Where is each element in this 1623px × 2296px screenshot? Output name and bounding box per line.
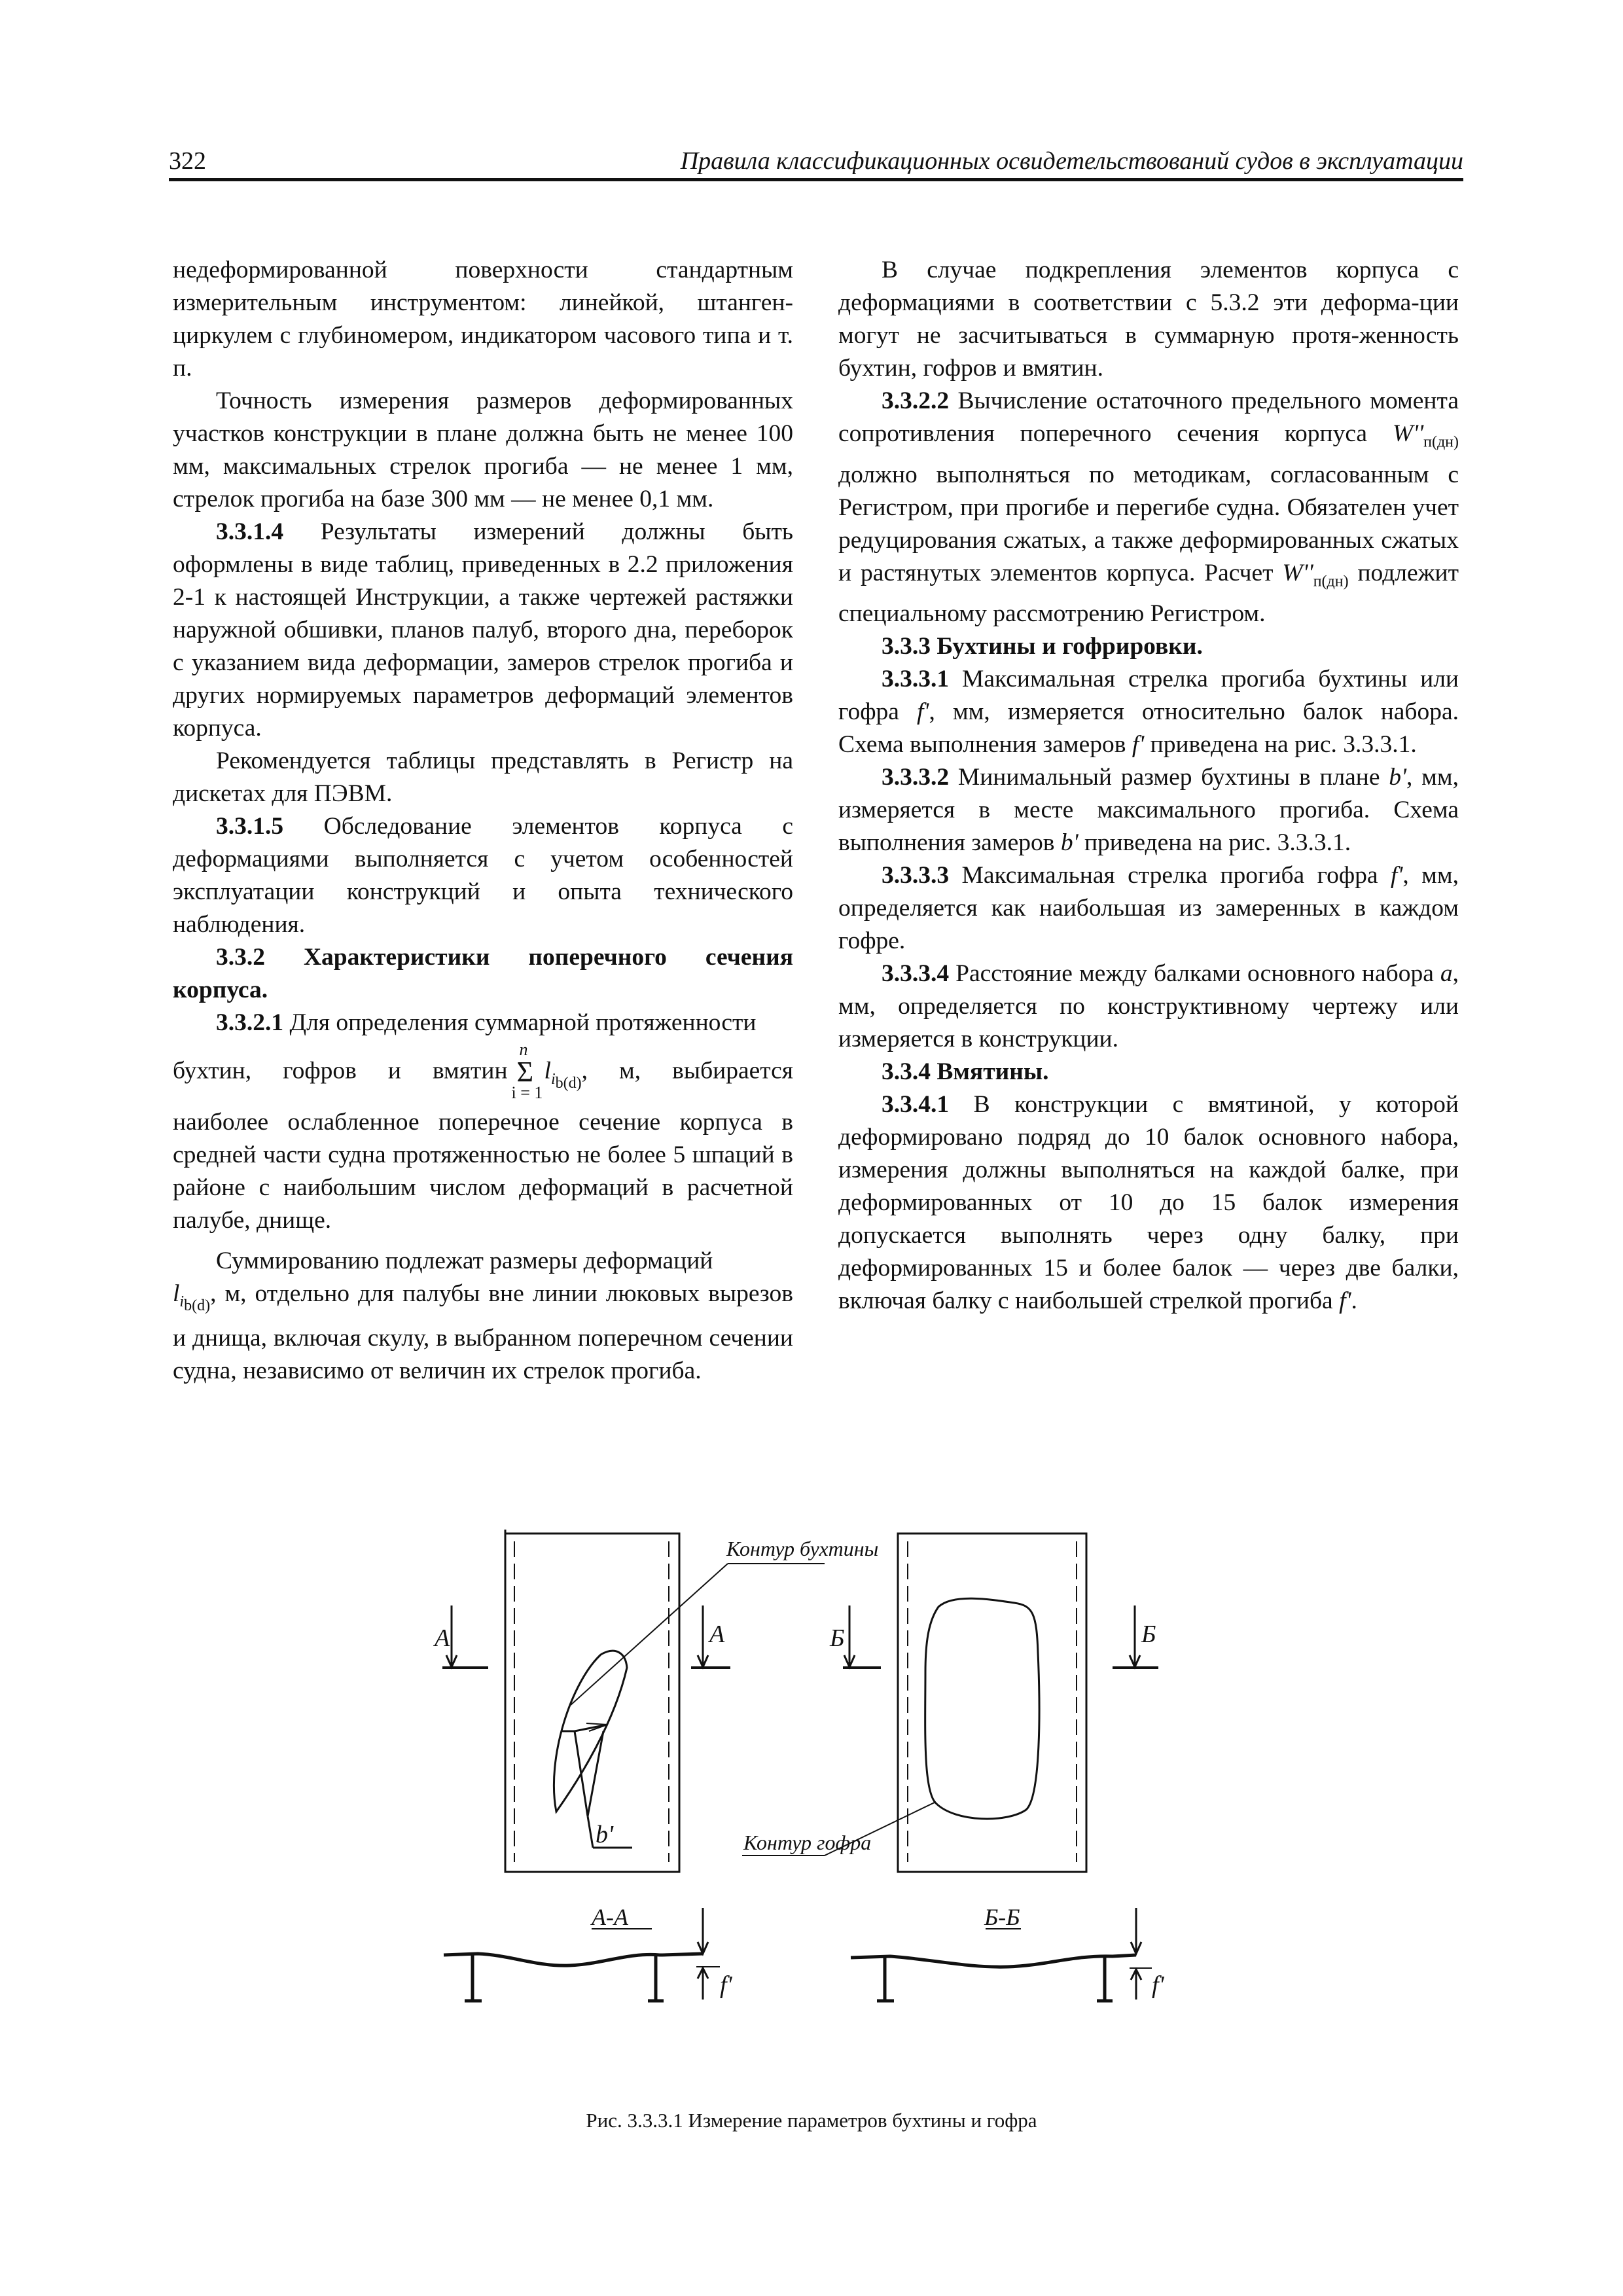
clause-number: 3.3.4.1 — [882, 1091, 950, 1118]
paragraph: 3.3.3.1 Максимальная стрелка прогиба бухтины или гофра f', мм, измеряется относительно балок набора. Схема выполнения замеров f' приведена на рис. 3.3.3.1. — [838, 666, 1459, 758]
label-B-left: Б — [830, 1624, 845, 1652]
label-f-prime-AA: f' — [720, 1971, 732, 1999]
clause-number: 3.3.2.1 — [216, 1009, 284, 1036]
paragraph: Точность измерения размеров деформированных участков конструкции в плане должна быть не менее 100 мм, максимальных стрелок прогиба — не менее 1 мм, стрелок прогиба на базе 300 мм — не менее 0,1 мм. — [173, 387, 793, 512]
clause-number: 3.3.3.2 — [882, 764, 950, 791]
label-bprime: b' — [596, 1821, 614, 1848]
leader-line — [571, 1564, 728, 1705]
clause-number: 3.3.1.5 — [216, 813, 284, 840]
section-AA — [444, 1908, 720, 2001]
clause-number: 3.3.2.2 — [882, 387, 950, 414]
bulge-panel — [442, 1530, 825, 1872]
clause-number: 3.3.3.3 — [882, 862, 950, 889]
paragraph: 3.3.4.1 В конструкции с вмятиной, у которой деформировано подряд до 10 балок основного набора, измерения должны выполняться на каждой балке, при деформированных от 10 до 15 балок измерения допускается выполнять через одну балку, при деформированных 15 и более балок — через две балки, включая балку с наибольшей стрелкой прогиба f'. — [838, 1091, 1459, 1314]
page-number: 322 — [169, 147, 206, 175]
clause-number: 3.3.3.4 — [882, 960, 950, 987]
paragraph: 3.3.2.2 Вычисление остаточного предельного момента сопротивления поперечного сечения корпуса $W''_{п(дн)}$ должно выполняться по методикам, согласованным с Регистром, при прогибе и перегибе судна. Обязателен учет редуцирования сжатых, а также деформированных сжатых и растянутых элементов корпуса. Расчет $W''_{п(дн)}$ подлежит специальному рассмотрению Регистром. — [838, 387, 1459, 627]
label-A-left: А — [435, 1624, 450, 1652]
clause-number: 3.3.3.1 — [882, 666, 950, 692]
paragraph: 3.3.1.4 Результаты измерений должны быть оформлены в виде таблиц, приведенных в 2.2 приложения 2-1 к настоящей Инструкции, а также чертежей растяжки наружной обшивки, планов палуб, второго дна, переборок с указанием вида деформации, замеров стрелок прогиба и других нормируемых параметров деформаций элементов корпуса. — [173, 518, 793, 742]
corrugation-contour — [925, 1598, 1039, 1819]
paragraph: Суммированию подлежат размеры деформаций — [216, 1247, 713, 1274]
label-bulge-contour: Контур бухтины — [726, 1537, 879, 1560]
section-heading: 3.3.2 Характеристики поперечного сечения корпуса. — [173, 944, 793, 1003]
label-corrugation-contour: Контур гофра — [743, 1831, 872, 1854]
summation-symbol: n Σ i = 1 — [511, 1040, 543, 1102]
clause-number: 3.3.1.4 — [216, 518, 284, 545]
header-rule — [169, 178, 1463, 181]
panel-outline — [505, 1534, 679, 1872]
section-heading: 3.3.4 Вмятины. — [882, 1058, 1049, 1085]
left-column — [173, 254, 793, 1388]
figure-bulge-corrugation — [432, 1515, 1217, 2026]
figure-caption: Рис. 3.3.3.1 Измерение параметров бухтины и гофра — [586, 2109, 1037, 2132]
paragraph: В случае подкрепления элементов корпуса с деформациями в соответствии с 5.3.2 эти деформа-ции могут не засчитываться в суммарную протя-женность бухтин, гофров и вмятин. — [838, 257, 1459, 382]
paragraph: 3.3.2.1 Для определения суммарной протяженности — [216, 1009, 757, 1036]
paragraph: $l_{i_{b(d)}}$, м, отдельно для палубы вне линии люковых вырезов и днища, включая скулу, в выбранном поперечном сечении судна, независимо от величин их стрелок прогиба. — [173, 1280, 793, 1385]
label-f-prime-BB: f' — [1152, 1971, 1164, 1999]
paragraph: 3.3.3.3 Максимальная стрелка прогиба гофра f', мм, определяется как наибольшая из замеренных в каждом гофре. — [838, 862, 1459, 954]
right-column — [838, 254, 1459, 1318]
section-heading: 3.3.3 Бухтины и гофрировки. — [882, 633, 1203, 660]
page-header — [169, 145, 1463, 177]
paragraph: 3.3.1.5 Обследование элементов корпуса с деформациями выполняется с учетом особенностей эксплуатации конструкций и опыта технического наблюдения. — [173, 813, 793, 938]
corrugation-panel — [742, 1534, 1158, 1872]
paragraph: недеформированной поверхности стандартным измерительным инструментом: линейкой, штанген-циркулем с глубиномером, индикатором часового типа и т. п. — [173, 257, 793, 382]
paragraph: 3.3.3.2 Минимальный размер бухтины в плане b', мм, измеряется в месте максимального прогиба. Схема выполнения замеров b' приведена на рис. 3.3.3.1. — [838, 764, 1459, 856]
paragraph-formula-line: бухтин, гофров и вмятин n Σ i = 1 $l_{i_{b(d)}}$, м, выбирается — [173, 1040, 793, 1102]
paragraph: Рекомендуется таблицы представлять в Регистр на дискетах для ПЭВМ. — [173, 747, 793, 807]
label-A-right: А — [709, 1621, 725, 1648]
label-section-AA: А-А — [592, 1904, 628, 1930]
label-section-BB: Б-Б — [984, 1904, 1020, 1930]
figure-drawing — [432, 1515, 1217, 2026]
paragraph: наиболее ослабленное поперечное сечение корпуса в средней части судна протяженностью не более 5 шпаций в районе с наибольшим числом деформаций в расчетной палубе, днище. — [173, 1108, 793, 1234]
label-B-right: Б — [1141, 1621, 1156, 1648]
running-title: Правила классификационных освидетельствований судов в эксплуатации — [680, 147, 1463, 175]
paragraph: 3.3.3.4 Расстояние между балками основного набора a, мм, определяется по конструктивному чертежу или измеряется в конструкции. — [838, 960, 1459, 1052]
